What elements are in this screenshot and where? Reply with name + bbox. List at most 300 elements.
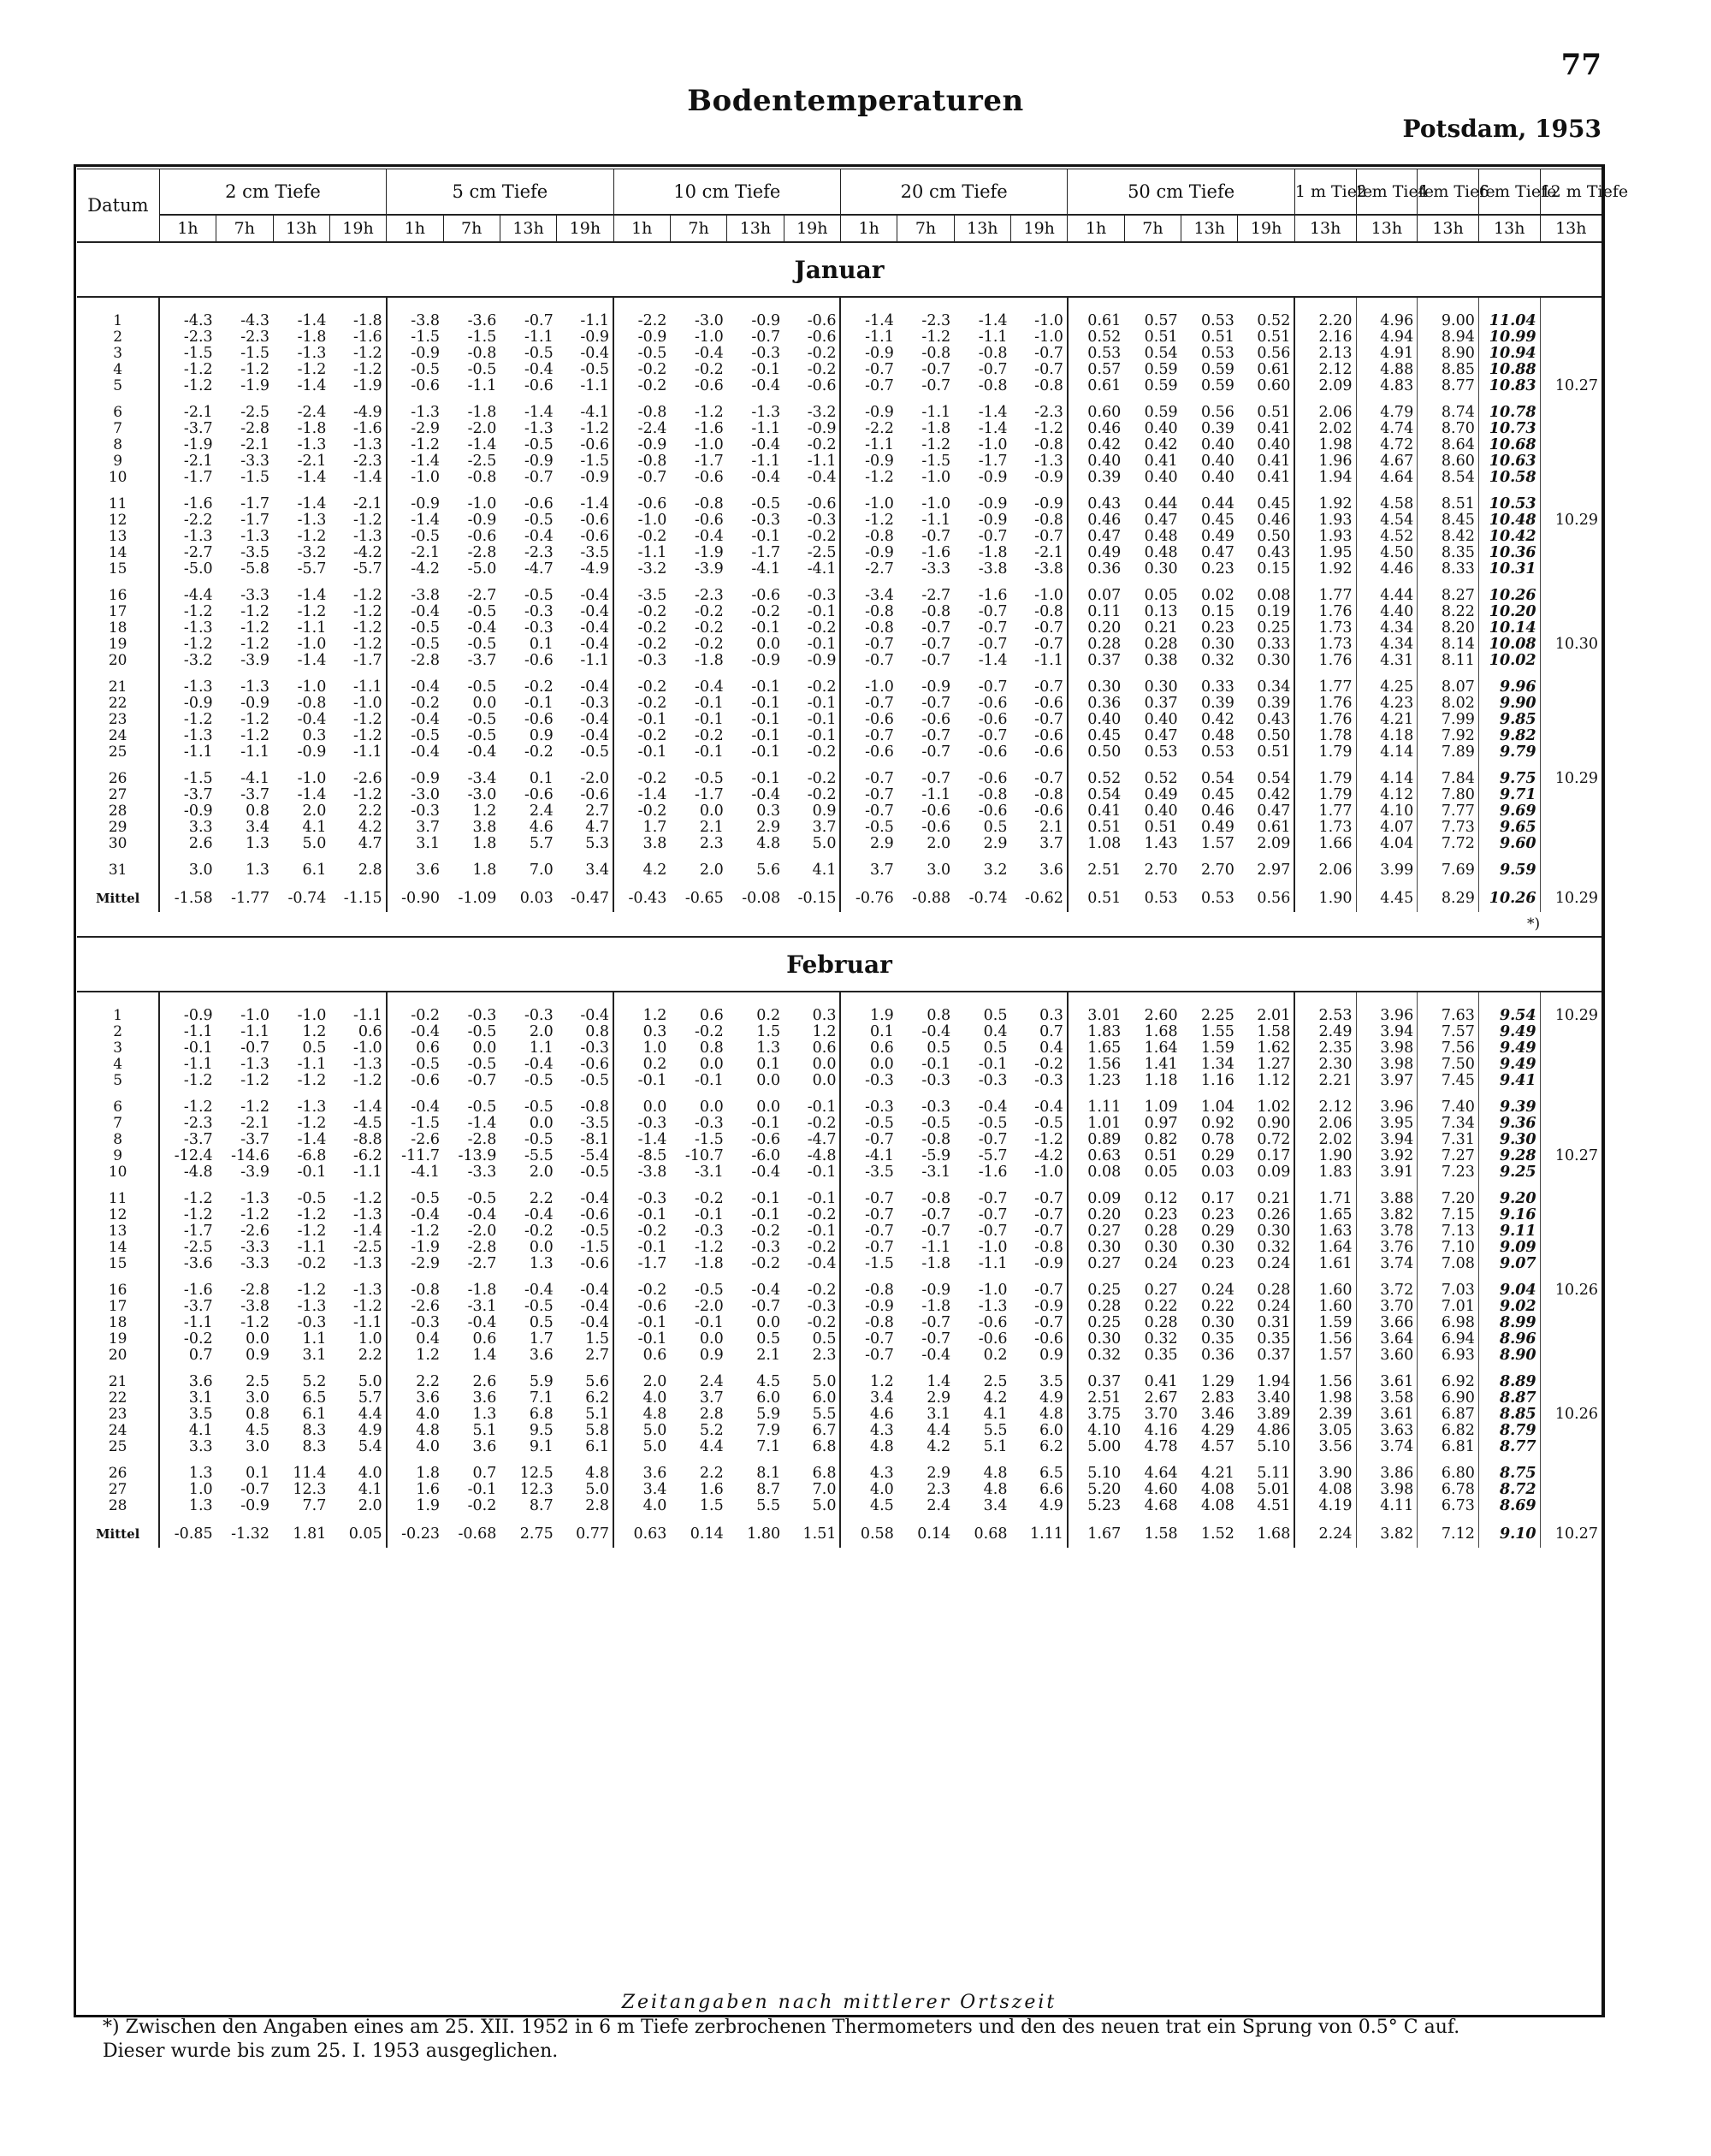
value-cell: -0.1 <box>695 711 724 728</box>
value-cell: -1.9 <box>352 377 382 394</box>
mean-value-cell: 0.14 <box>690 1525 724 1543</box>
value-cell: 3.61 <box>1356 1407 1418 1423</box>
value-cell: -0.1 <box>613 1315 670 1331</box>
value-cell: -0.7 <box>978 361 1008 378</box>
value-cell: -1.0 <box>297 1007 327 1024</box>
value-cell: 4.34 <box>1356 620 1418 637</box>
value-cell: -0.5 <box>840 820 897 836</box>
value-cell: 0.51 <box>1144 819 1178 836</box>
day-cell: 28 <box>108 1497 127 1514</box>
table-row <box>77 1089 1601 1116</box>
value-cell: 0.23 <box>1144 1206 1178 1223</box>
value-cell: 1.73 <box>1294 637 1356 653</box>
value-cell: -0.6 <box>978 803 1008 820</box>
value-cell: -2.5 <box>467 453 497 470</box>
value-cell: -1.1 <box>352 1164 382 1181</box>
value-cell: -0.1 <box>751 1190 781 1207</box>
value-cell: 3.98 <box>1356 1057 1418 1073</box>
value-cell: -0.4 <box>580 1190 610 1207</box>
value-cell: 4.57 <box>1200 1438 1234 1455</box>
value-cell: -0.7 <box>840 653 897 669</box>
value-cell: 5.10 <box>1257 1438 1291 1455</box>
value-cell: 0.0 <box>756 1314 781 1331</box>
value-cell: 10.99 <box>1478 329 1540 346</box>
value-cell: -2.3 <box>352 453 382 470</box>
value-cell: -0.2 <box>387 696 443 712</box>
value-cell: 3.5 <box>159 1407 216 1423</box>
value-cell: 0.6 <box>358 1023 382 1040</box>
value-cell: -0.8 <box>978 377 1008 394</box>
value-cell: 0.6 <box>472 1330 497 1348</box>
value-cell <box>1540 1057 1601 1073</box>
value-cell: -0.7 <box>840 637 897 653</box>
value-cell: -0.1 <box>695 1072 724 1089</box>
value-cell: 1.93 <box>1294 512 1356 529</box>
value-cell: 0.47 <box>1257 803 1291 820</box>
value-cell: 0.38 <box>1144 652 1178 669</box>
value-cell: -0.4 <box>524 361 554 378</box>
value-cell: -2.1 <box>387 545 443 561</box>
value-cell: 0.26 <box>1257 1206 1291 1223</box>
value-cell: -0.3 <box>524 1007 554 1024</box>
value-cell: 0.89 <box>1068 1132 1124 1148</box>
depth-header-2m: 2 m Tiefe <box>1356 169 1418 216</box>
value-cell: 2.12 <box>1294 362 1356 378</box>
value-cell: 5.5 <box>756 1497 781 1514</box>
value-cell: 0.53 <box>1068 346 1124 362</box>
value-cell: -0.6 <box>978 1330 1008 1348</box>
value-cell: -0.7 <box>751 329 781 346</box>
value-cell: 4.72 <box>1356 437 1418 453</box>
value-cell: 1.77 <box>1294 578 1356 604</box>
value-cell: -0.3 <box>978 1072 1008 1089</box>
value-cell: 4.64 <box>1144 1465 1178 1482</box>
table-row <box>77 346 1601 362</box>
value-cell <box>1540 394 1601 421</box>
value-cell: 4.7 <box>585 819 610 836</box>
value-cell <box>1540 744 1601 761</box>
value-cell: 4.2 <box>613 852 670 879</box>
table-row <box>77 1256 1601 1272</box>
value-cell: -0.6 <box>978 743 1008 761</box>
value-cell: -1.0 <box>1034 312 1063 329</box>
table-row <box>77 787 1601 803</box>
value-cell: -1.2 <box>159 637 216 653</box>
table-row <box>77 744 1601 761</box>
value-cell: -0.7 <box>921 1206 951 1223</box>
value-cell: 1.29 <box>1200 1373 1234 1390</box>
value-cell: 7.89 <box>1418 744 1479 761</box>
value-cell: -0.4 <box>580 1298 610 1315</box>
value-cell: 7.77 <box>1418 803 1479 820</box>
value-cell: -0.4 <box>751 786 781 803</box>
value-cell: 7.72 <box>1418 836 1479 852</box>
table-row <box>77 669 1601 696</box>
value-cell: 3.8 <box>613 836 670 852</box>
value-cell: -1.7 <box>695 453 724 470</box>
value-cell: -0.1 <box>751 695 781 712</box>
value-cell: -0.4 <box>580 1007 610 1024</box>
value-cell: 7.7 <box>302 1497 327 1514</box>
value-cell: 0.30 <box>1200 1239 1234 1256</box>
value-cell: 2.0 <box>613 1364 670 1390</box>
value-cell: -3.0 <box>467 786 497 803</box>
value-cell: -3.3 <box>240 587 269 604</box>
value-cell: 2.1 <box>699 819 724 836</box>
value-cell: -4.1 <box>807 560 837 578</box>
value-cell: -1.1 <box>524 329 554 346</box>
value-cell: 3.1 <box>302 1347 327 1364</box>
value-cell: -1.3 <box>240 1056 269 1073</box>
value-cell: 0.41 <box>1257 469 1291 486</box>
value-cell: 0.23 <box>1200 560 1234 578</box>
value-cell: 3.95 <box>1356 1116 1418 1132</box>
value-cell: -2.2 <box>840 421 897 437</box>
value-cell: 4.40 <box>1356 604 1418 620</box>
value-cell: 6.2 <box>1039 1438 1063 1455</box>
value-cell: 0.0 <box>472 695 497 712</box>
day-cell: 22 <box>108 695 127 712</box>
value-cell: 0.32 <box>1257 1239 1291 1256</box>
value-cell: 10.94 <box>1478 346 1540 362</box>
value-cell: 0.40 <box>1200 469 1234 486</box>
value-cell: -2.7 <box>467 587 497 604</box>
value-cell: 1.0 <box>613 1040 670 1057</box>
value-cell: -1.2 <box>387 437 443 453</box>
value-cell: -0.5 <box>580 1072 610 1089</box>
mean-value-cell: -0.88 <box>912 890 951 907</box>
value-cell: -0.8 <box>613 453 670 470</box>
depth-header-6m: 6 m Tiefe <box>1478 169 1540 216</box>
value-cell: 0.0 <box>699 1056 724 1073</box>
value-cell: -1.1 <box>580 377 610 394</box>
day-cell: 8 <box>113 436 123 453</box>
table-row <box>77 362 1601 378</box>
value-cell: 2.6 <box>472 1373 497 1390</box>
day-cell: 8 <box>113 1131 123 1148</box>
value-cell: 4.10 <box>1356 803 1418 820</box>
value-cell: 3.86 <box>1356 1455 1418 1482</box>
day-cell: 11 <box>108 1190 127 1207</box>
value-cell <box>1540 820 1601 836</box>
table-row <box>77 1423 1601 1439</box>
value-cell: -1.2 <box>352 1190 382 1207</box>
value-cell: -2.5 <box>352 1239 382 1256</box>
value-cell: -1.5 <box>159 346 216 362</box>
value-cell: 7.92 <box>1418 728 1479 744</box>
day-cell: 26 <box>108 770 127 787</box>
value-cell: 0.49 <box>1144 786 1178 803</box>
value-cell: 0.36 <box>1068 696 1124 712</box>
value-cell: -1.4 <box>297 652 327 669</box>
value-cell: 3.0 <box>927 862 951 879</box>
value-cell: -1.2 <box>352 512 382 529</box>
value-cell: -3.1 <box>921 1164 951 1181</box>
value-cell: 6.78 <box>1418 1482 1479 1498</box>
value-cell: 0.51 <box>1144 329 1178 346</box>
value-cell: 0.23 <box>1200 619 1234 637</box>
value-cell: 7.45 <box>1418 1073 1479 1089</box>
value-cell: -1.8 <box>921 1255 951 1272</box>
day-cell: 12 <box>108 512 127 529</box>
value-cell: -1.2 <box>159 1089 216 1116</box>
value-cell <box>1540 346 1601 362</box>
value-cell: -1.5 <box>921 453 951 470</box>
value-cell: -4.3 <box>159 297 216 329</box>
mean-value-cell: 8.29 <box>1418 879 1479 912</box>
mean-row <box>77 879 1601 912</box>
value-cell: 8.35 <box>1418 545 1479 561</box>
value-cell: -1.0 <box>352 695 382 712</box>
value-cell: 0.8 <box>699 1040 724 1057</box>
value-cell: -1.0 <box>921 469 951 486</box>
value-cell: -1.0 <box>695 436 724 453</box>
value-cell: -0.7 <box>921 619 951 637</box>
value-cell: 1.2 <box>387 1348 443 1364</box>
day-cell: 18 <box>108 619 127 637</box>
value-cell: 0.8 <box>585 1023 610 1040</box>
value-cell: -0.4 <box>467 743 497 761</box>
value-cell: -2.1 <box>159 394 216 421</box>
value-cell: 2.70 <box>1144 862 1178 879</box>
value-cell: -1.2 <box>240 1314 269 1331</box>
value-cell: 5.5 <box>812 1406 837 1423</box>
value-cell: -0.4 <box>695 528 724 545</box>
value-cell: -0.1 <box>695 743 724 761</box>
value-cell: -0.8 <box>1034 377 1063 394</box>
value-cell: 2.2 <box>529 1190 554 1207</box>
value-cell: -1.8 <box>352 312 382 329</box>
value-cell: -1.4 <box>352 1223 382 1240</box>
value-cell: -1.2 <box>297 1072 327 1089</box>
value-cell: 0.29 <box>1200 1223 1234 1240</box>
value-cell: 4.1 <box>302 819 327 836</box>
value-cell: 0.61 <box>1257 819 1291 836</box>
mean-value-cell: -1.15 <box>343 890 382 907</box>
value-cell: -3.8 <box>613 1164 670 1181</box>
value-cell: -1.3 <box>352 1255 382 1272</box>
value-cell: -0.5 <box>580 743 610 761</box>
station-year: Potsdam, 1953 <box>1402 115 1601 143</box>
value-cell: -3.3 <box>921 560 951 578</box>
value-cell: -0.5 <box>387 362 443 378</box>
value-cell: -0.1 <box>807 711 837 728</box>
value-cell: 6.5 <box>302 1389 327 1407</box>
value-cell: 0.97 <box>1144 1115 1178 1132</box>
value-cell: -1.3 <box>352 1056 382 1073</box>
value-cell: -0.8 <box>840 529 897 545</box>
value-cell: -10.7 <box>684 1147 724 1164</box>
value-cell: -4.5 <box>352 1115 382 1132</box>
value-cell <box>1540 578 1601 604</box>
value-cell: -3.5 <box>580 544 610 561</box>
mean-value-cell: 10.27 <box>1540 1514 1601 1548</box>
value-cell: -0.4 <box>387 712 443 728</box>
value-cell: 5.4 <box>358 1438 382 1455</box>
value-cell: 0.51 <box>1068 820 1124 836</box>
value-cell: 1.08 <box>1068 836 1124 852</box>
value-cell: -0.9 <box>524 453 554 470</box>
value-cell: -0.5 <box>467 361 497 378</box>
day-cell: 21 <box>108 1373 127 1390</box>
value-cell: 1.3 <box>472 1406 497 1423</box>
value-cell: 0.32 <box>1068 1348 1124 1364</box>
value-cell: -0.7 <box>840 1240 897 1256</box>
value-cell: -0.3 <box>807 1298 837 1315</box>
mean-value-cell: 1.90 <box>1294 879 1356 912</box>
value-cell: 0.45 <box>1068 728 1124 744</box>
value-cell: -1.6 <box>159 1272 216 1299</box>
value-cell: -0.8 <box>840 1315 897 1331</box>
value-cell: -0.2 <box>807 678 837 696</box>
value-cell: 8.77 <box>1478 1439 1540 1455</box>
value-cell: -0.7 <box>1034 1206 1063 1223</box>
value-cell: 4.74 <box>1356 421 1418 437</box>
value-cell: 9.65 <box>1478 820 1540 836</box>
value-cell: -0.1 <box>613 712 670 728</box>
value-cell: 4.5 <box>246 1422 269 1439</box>
value-cell: 4.16 <box>1144 1422 1178 1439</box>
value-cell: 0.11 <box>1068 604 1124 620</box>
value-cell: 2.70 <box>1200 862 1234 879</box>
value-cell: -0.4 <box>387 669 443 696</box>
value-cell: -0.1 <box>807 695 837 712</box>
value-cell: -0.9 <box>1034 1255 1063 1272</box>
value-cell: 0.41 <box>1257 453 1291 470</box>
value-cell: 1.94 <box>1257 1373 1291 1390</box>
value-cell: 0.28 <box>1068 1299 1124 1315</box>
value-cell: -0.6 <box>978 1314 1008 1331</box>
value-cell: 0.39 <box>1257 695 1291 712</box>
value-cell: 8.1 <box>756 1465 781 1482</box>
value-cell: -2.0 <box>695 1298 724 1315</box>
value-cell: 1.63 <box>1294 1223 1356 1240</box>
value-cell: 0.5 <box>983 1007 1008 1024</box>
table-foot <box>77 1548 1601 1594</box>
value-cell: -0.4 <box>695 678 724 696</box>
value-cell: -0.2 <box>751 1255 781 1272</box>
value-cell: 0.20 <box>1068 1207 1124 1223</box>
value-cell: -0.7 <box>240 1040 269 1057</box>
value-cell: 2.97 <box>1257 862 1291 879</box>
value-cell: 10.42 <box>1478 529 1540 545</box>
value-cell: -0.2 <box>695 1023 724 1040</box>
value-cell: -0.6 <box>580 1255 610 1272</box>
table-row <box>77 992 1601 1024</box>
value-cell: 3.7 <box>840 852 897 879</box>
day-cell: 21 <box>108 678 127 696</box>
value-cell: 3.6 <box>472 1389 497 1407</box>
value-cell: 0.50 <box>1257 528 1291 545</box>
value-cell: 4.50 <box>1356 545 1418 561</box>
value-cell: -1.4 <box>978 652 1008 669</box>
value-cell: 1.4 <box>472 1347 497 1364</box>
value-cell: 2.3 <box>927 1481 951 1498</box>
table-row <box>77 696 1601 712</box>
value-cell: -3.1 <box>695 1164 724 1181</box>
value-cell: -0.5 <box>524 436 554 453</box>
day-cell: 9 <box>113 1147 123 1164</box>
value-cell: 9.49 <box>1478 1040 1540 1057</box>
value-cell: 0.0 <box>812 1056 837 1073</box>
value-cell: 8.11 <box>1418 653 1479 669</box>
value-cell: -0.7 <box>921 636 951 653</box>
value-cell: -0.2 <box>807 436 837 453</box>
value-cell: 7.40 <box>1418 1089 1479 1116</box>
value-cell: 7.80 <box>1418 787 1479 803</box>
depth-header-10cm: 10 cm Tiefe <box>613 169 840 216</box>
value-cell: 4.8 <box>1039 1406 1063 1423</box>
value-cell: -0.6 <box>921 803 951 820</box>
value-cell: 4.08 <box>1200 1497 1234 1514</box>
value-cell: 0.28 <box>1144 1223 1178 1240</box>
depth-header-5cm: 5 cm Tiefe <box>387 169 613 216</box>
value-cell: 0.5 <box>983 819 1008 836</box>
value-cell: -1.4 <box>297 312 327 329</box>
table-row <box>77 728 1601 744</box>
value-cell: 2.09 <box>1257 835 1291 852</box>
value-cell <box>1540 1315 1601 1331</box>
value-cell: -0.9 <box>807 420 837 437</box>
value-cell: -1.2 <box>159 1073 216 1089</box>
value-cell <box>1540 297 1601 329</box>
value-cell <box>1540 329 1601 346</box>
value-cell: -0.4 <box>387 1024 443 1040</box>
value-cell: -4.2 <box>1034 1147 1063 1164</box>
day-cell: 5 <box>113 377 123 394</box>
value-cell: 0.08 <box>1068 1164 1124 1181</box>
value-cell: -0.4 <box>751 469 781 486</box>
value-cell: -1.8 <box>467 404 497 421</box>
value-cell: 3.92 <box>1356 1148 1418 1164</box>
value-cell: 1.59 <box>1200 1040 1234 1057</box>
table-row <box>77 1407 1601 1423</box>
value-cell: 7.99 <box>1418 712 1479 728</box>
value-cell: 1.27 <box>1257 1056 1291 1073</box>
value-cell: 4.79 <box>1356 394 1418 421</box>
value-cell: 0.5 <box>756 1330 781 1348</box>
day-cell: 17 <box>108 1298 127 1315</box>
value-cell: -0.6 <box>807 329 837 346</box>
page-number: 77 <box>1560 48 1601 82</box>
value-cell: -1.0 <box>1034 1164 1063 1181</box>
value-cell: -1.0 <box>695 329 724 346</box>
value-cell: 4.04 <box>1356 836 1418 852</box>
value-cell: 3.7 <box>812 819 837 836</box>
value-cell: 0.25 <box>1068 1272 1124 1299</box>
value-cell: 4.08 <box>1200 1481 1234 1498</box>
value-cell: 6.8 <box>812 1438 837 1455</box>
value-cell: 2.2 <box>387 1364 443 1390</box>
value-cell: -0.8 <box>1034 436 1063 453</box>
value-cell: -0.2 <box>613 1272 670 1299</box>
value-cell: 0.0 <box>756 636 781 653</box>
value-cell: -0.2 <box>807 770 837 787</box>
value-cell <box>1540 453 1601 470</box>
value-cell: 0.39 <box>1200 695 1234 712</box>
value-cell: 3.6 <box>472 1438 497 1455</box>
value-cell <box>1540 728 1601 744</box>
value-cell: -3.8 <box>978 560 1008 578</box>
value-cell: 2.12 <box>1294 1089 1356 1116</box>
value-cell <box>1540 545 1601 561</box>
mean-value-cell: 0.53 <box>1144 890 1178 907</box>
day-cell: 27 <box>108 1481 127 1498</box>
value-cell: -0.4 <box>580 1282 610 1299</box>
value-cell: -0.5 <box>840 1116 897 1132</box>
value-cell: -2.1 <box>297 453 327 470</box>
value-cell <box>1540 712 1601 728</box>
